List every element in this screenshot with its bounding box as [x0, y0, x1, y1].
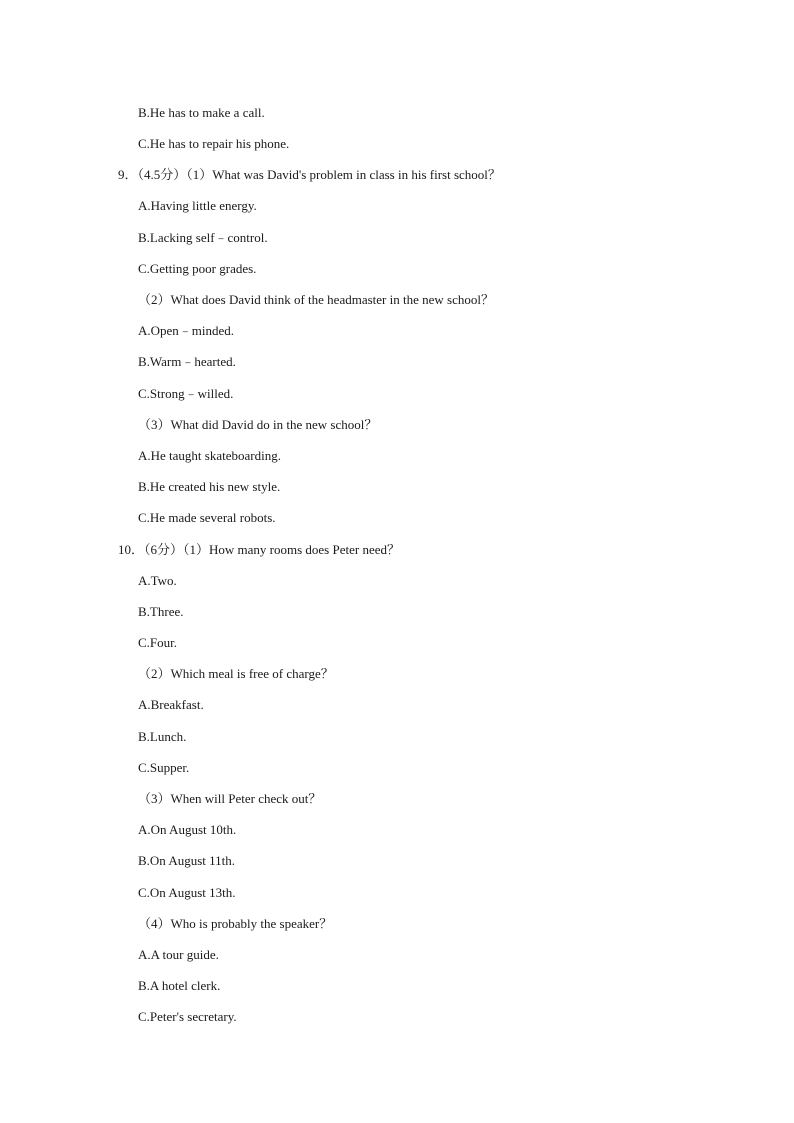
- q9-2-option-c: C.Strong﹣willed.: [138, 386, 234, 401]
- q9-3-option-b: B.He created his new style.: [138, 479, 281, 494]
- q10-3-option-a: A.On August 10th.: [138, 822, 237, 837]
- q9-1-option-b: B.Lacking self﹣control.: [138, 230, 268, 245]
- q10-1-option-a: A.Two.: [138, 573, 177, 588]
- q9-3-question: （3）What did David do in the new school？: [138, 417, 378, 432]
- q10-header: 10．（6分）（1）How many rooms does Peter need？: [118, 542, 400, 557]
- q10-4-question: （4）Who is probably the speaker？: [138, 916, 333, 931]
- q10-2-option-a: A.Breakfast.: [138, 697, 204, 712]
- q10-3-question: （3）When will Peter check out？: [138, 791, 322, 806]
- q9-1-option-a: A.Having little energy.: [138, 198, 257, 213]
- q10-1-option-c: C.Four.: [138, 635, 178, 650]
- q10-2-option-b: B.Lunch.: [138, 729, 187, 744]
- q9-2-option-b: B.Warm﹣hearted.: [138, 354, 236, 369]
- q9-2-option-a: A.Open﹣minded.: [138, 323, 235, 338]
- q10-4-option-a: A.A tour guide.: [138, 947, 219, 962]
- q10-2-option-c: C.Supper.: [138, 760, 190, 775]
- q9-3-option-c: C.He made several robots.: [138, 510, 276, 525]
- q9-2-question: （2）What does David think of the headmaster in the new school？: [138, 292, 494, 307]
- q10-2-question: （2）Which meal is free of charge？: [138, 666, 334, 681]
- q9-3-option-a: A.He taught skateboarding.: [138, 448, 281, 463]
- q10-3-option-b: B.On August 11th.: [138, 853, 236, 868]
- q9-header: 9．（4.5分）（1）What was David's problem in class in his first school？: [118, 167, 501, 182]
- q8-option-c: C.He has to repair his phone.: [138, 136, 290, 151]
- q10-1-option-b: B.Three.: [138, 604, 184, 619]
- q10-4-option-b: B.A hotel clerk.: [138, 978, 221, 993]
- q9-1-option-c: C.Getting poor grades.: [138, 261, 257, 276]
- q10-4-option-c: C.Peter's secretary.: [138, 1009, 237, 1024]
- q10-3-option-c: C.On August 13th.: [138, 885, 236, 900]
- q8-option-b: B.He has to make a call.: [138, 105, 265, 120]
